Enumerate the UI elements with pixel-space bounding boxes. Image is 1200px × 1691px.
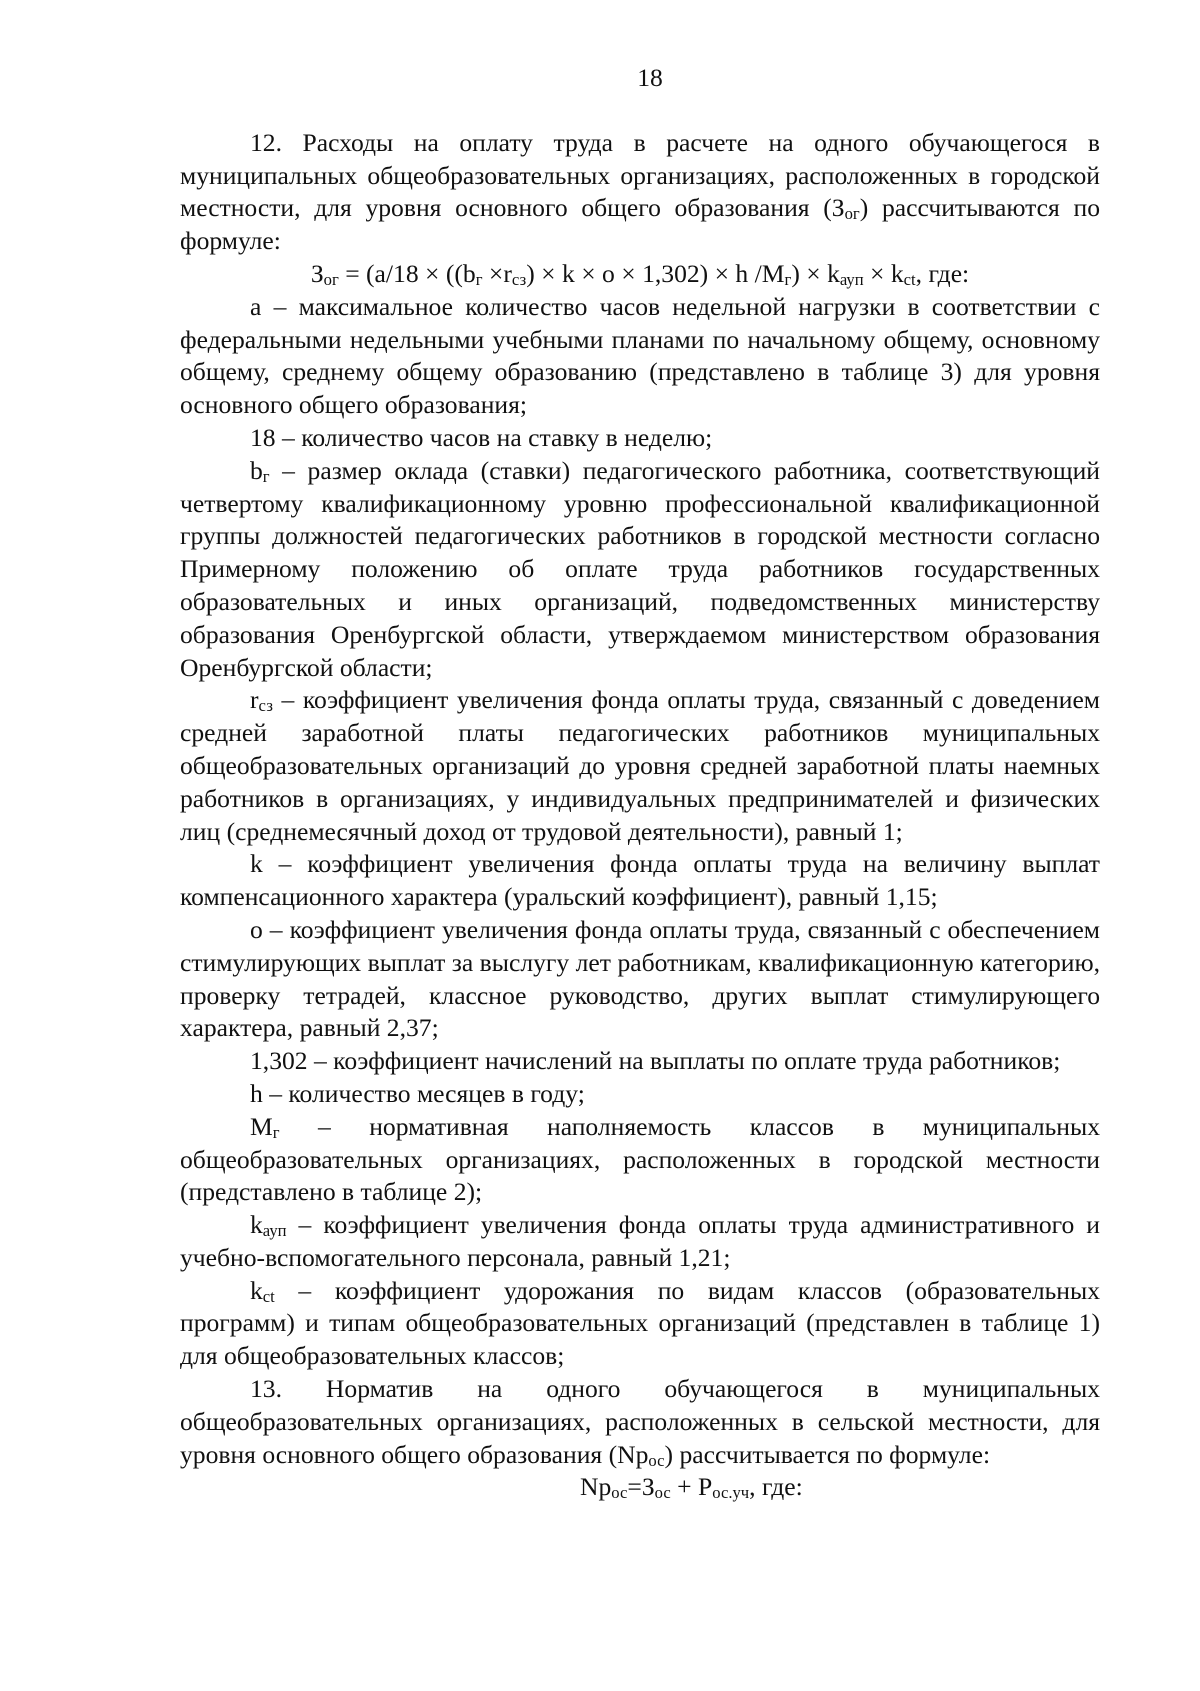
definition-k: k – коэффициент увеличения фонда оплаты труда на величину выплат компенсационного характера (уральский коэффициент), равный 1,15; bbox=[180, 849, 1100, 912]
definition-a: а – максимальное количество часов недельной нагрузки в соответствии с федеральными недельными учебными планами по начальному общему, основному общему, среднему общему образованию (представлено в таблице 3) для уровня основного общего образования; bbox=[180, 291, 1100, 420]
page-number: 18 bbox=[637, 63, 663, 92]
paragraph-12: 12. Расходы на оплату труда в расчете на одного обучающегося в муниципальных общеобразовательных организациях, расположенных в городской местности, для уровня основного общего образования $(З_{ог})$ рассчитываются по формуле: bbox=[180, 127, 1100, 256]
definition-b: $b_г$ – размер оклада (ставки) педагогического работника, соответствующий четвертому квалификационному уровню профессиональной квалификационной группы должностей педагогических работников в городской местности согласно Примерному положению об оплате труда работников государственных образовательных и иных организаций, подведомственных министерству образования Оренбургской области, утверждаемом министерством образования Оренбургской области; bbox=[180, 455, 1100, 682]
formula-z-og: $З_{ог} = (а/18 \times ((b_г \times r_{сз}) \times k \times o \times 1,302) \times h$ $/M_г) \times k_{ауп} \times k_{ct}$, где: bbox=[310, 258, 970, 289]
definition-k-ct: $k_{ct}$ – коэффициент удорожания по видам классов (образовательных программ) и типам общеобразовательных организаций (представлен в таблице 1) для общеобразовательных классов; bbox=[180, 1275, 1100, 1371]
definition-o: о – коэффициент увеличения фонда оплаты труда, связанный с обеспечением стимулирующих выплат за выслугу лет работникам, квалификационную категорию, проверку тетрадей, классное руководство, других выплат стимулирующего характера, равный 2,37; bbox=[180, 914, 1100, 1043]
paragraph-13: 13. Норматив на одного обучающегося в муниципальных общеобразовательных организациях, расположенных в сельской местности, для уровня основного общего образования $(Np_{ос})$ рассчитывается по формуле: bbox=[180, 1374, 1100, 1470]
definition-18: 18 – количество часов на ставку в неделю; bbox=[250, 422, 713, 452]
definition-1302: 1,302 – коэффициент начислений на выплаты по оплате труда работников; bbox=[250, 1046, 1061, 1076]
formula-np-os: $Np_{ос}=З_{ос} + Р_{ос.уч}$, где: bbox=[580, 1472, 803, 1503]
definition-k-aup: $k_{ауп}$ – коэффициент увеличения фонда оплаты труда административного и учебно-вспомогательного персонала, равный 1,21; bbox=[180, 1210, 1100, 1272]
definition-r: $r_{сз}$ – коэффициент увеличения фонда оплаты труда, связанный с доведением средней заработной платы педагогических работников муниципальных общеобразовательных организаций до уровня средней заработной платы наемных работников в организациях, у индивидуальных предпринимателей и физических лиц (среднемесячный доход от трудовой деятельности), равный 1; bbox=[180, 685, 1100, 846]
definition-h: h – количество месяцев в году; bbox=[250, 1078, 585, 1108]
definition-m: $М_г$ – нормативная наполняемость классов в муниципальных общеобразовательных организациях, расположенных в городской местности (представлено в таблице 2); bbox=[180, 1111, 1100, 1207]
